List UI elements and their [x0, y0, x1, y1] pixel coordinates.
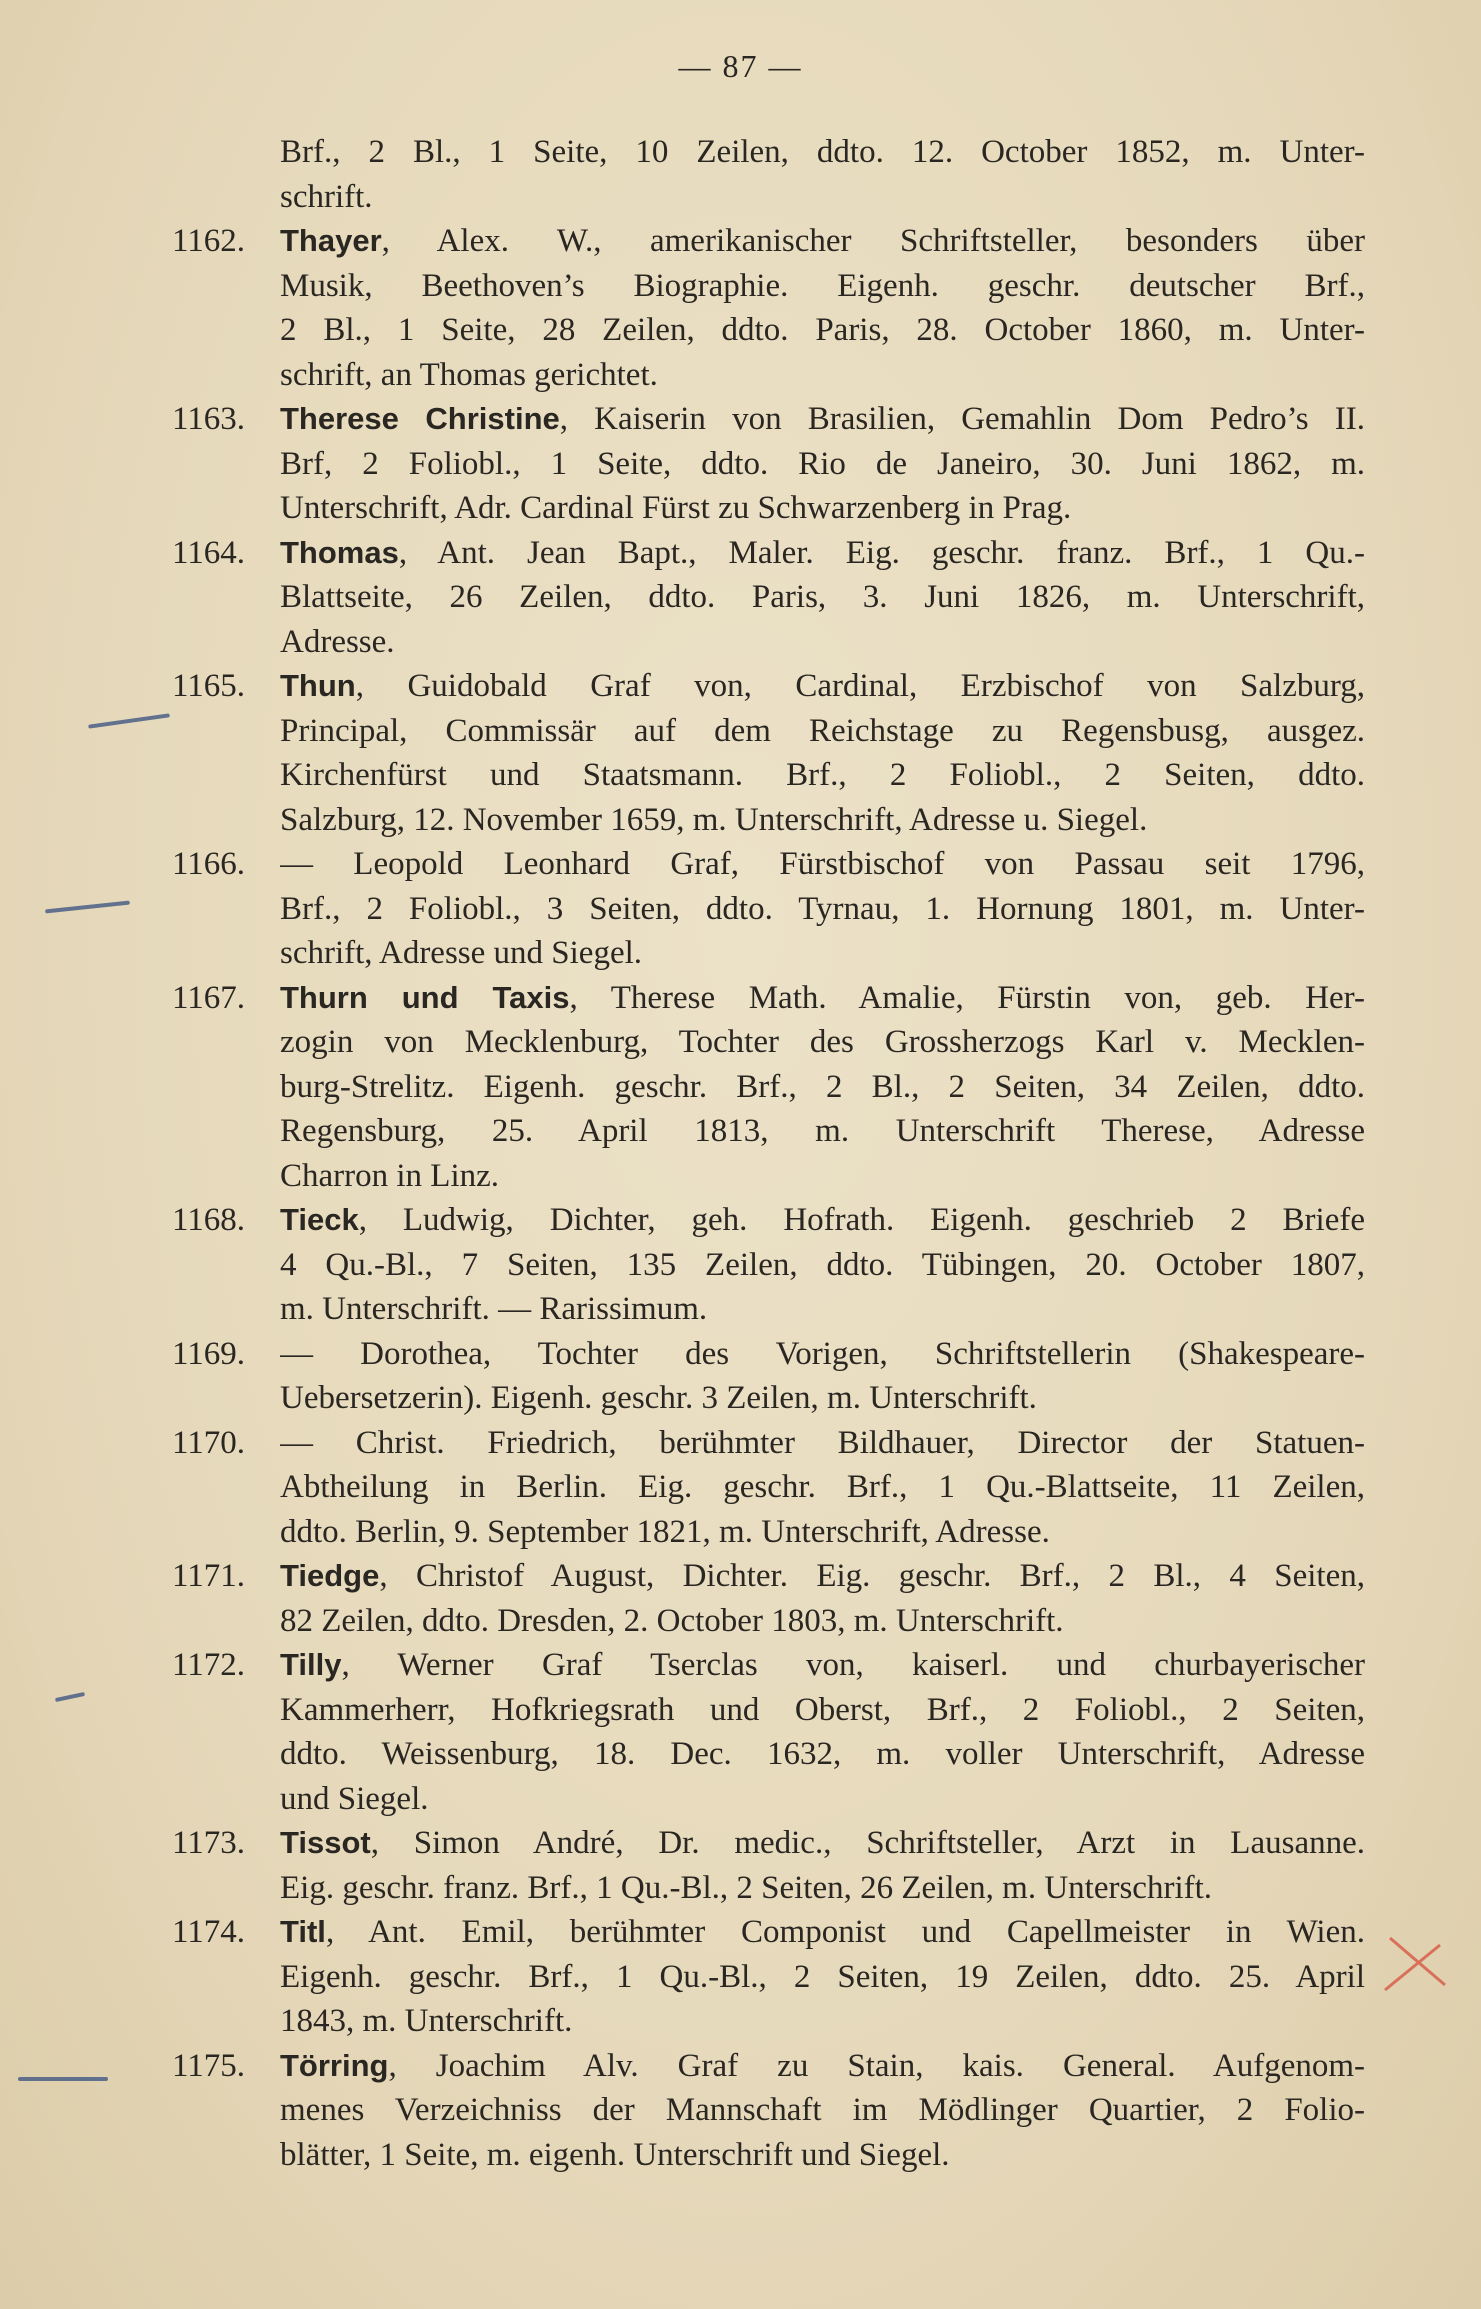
text-line: schrift, Adresse und Siegel. [280, 935, 643, 971]
text-line [280, 664, 1365, 709]
text-line: ddto. Weissenburg, 18. Dec. 1632, m. voller Unterschrift, Adresse [280, 1736, 1365, 1772]
catalog-entry [150, 219, 1365, 397]
text-line [280, 1554, 1365, 1599]
entry-number: 1170. [172, 1424, 246, 1461]
margin-pencil-mark [18, 2077, 108, 2081]
text-line: Regensburg, 25. April 1813, m. Unterschrift Therese, Adresse [280, 1113, 1365, 1149]
entry-number: 1162. [172, 223, 246, 259]
text-line: menes Verzeichniss der Mannschaft im Mödlinger Quartier, 2 Folio- [280, 2092, 1365, 2128]
text-line: ddto. Berlin, 9. September 1821, m. Unterschrift, Adresse. [280, 1513, 1050, 1550]
entry-name: Thurn und Taxis [280, 979, 570, 1015]
entry-name: Tilly [280, 1647, 342, 1682]
entry-text: , Christof August, Dichter. Eig. geschr. Brf., 2 Bl., 4 Seiten, [379, 1558, 1365, 1594]
text-line: 2 Bl., 1 Seite, 28 Zeilen, ddto. Paris, 28. October 1860, m. Unter- [280, 312, 1365, 348]
text-line: Adresse. [280, 623, 395, 660]
text-line: Abtheilung in Berlin. Eig. geschr. Brf., 1 Qu.-Blattseite, 11 Zeilen, [280, 1469, 1365, 1505]
text-line: 82 Zeilen, ddto. Dresden, 2. October 1803, m. Unterschrift. [280, 1602, 1064, 1639]
text-line: schrift. [280, 178, 373, 215]
text-line [280, 1643, 1365, 1688]
text-line: und Siegel. [280, 1780, 429, 1817]
entry-name: Thayer [280, 223, 382, 258]
text-line: Blattseite, 26 Zeilen, ddto. Paris, 3. Juni 1826, m. Unterschrift, [280, 579, 1365, 615]
catalog-entry [150, 531, 1365, 665]
catalog-entries [150, 130, 1365, 2177]
text-line: zogin von Mecklenburg, Tochter des Grossherzogs Karl v. Mecklen- [280, 1024, 1365, 1060]
text-line: Charron in Linz. [280, 1157, 500, 1194]
text-line: m. Unterschrift. — Rarissimum. [280, 1291, 708, 1327]
catalog-entry [150, 397, 1365, 531]
text-line [280, 397, 1365, 442]
entry-text: , Ant. Jean Bapt., Maler. Eig. geschr. franz. Brf., 1 Qu.- [398, 534, 1365, 571]
text-line: Eigenh. geschr. Brf., 1 Qu.-Bl., 2 Seiten, 19 Zeilen, ddto. 25. April [280, 1958, 1365, 1995]
text-line: Musik, Beethoven’s Biographie. Eigenh. geschr. deutscher Brf., [280, 267, 1365, 304]
text-line: Brf., 2 Bl., 1 Seite, 10 Zeilen, ddto. 12. October 1852, m. Unter- [280, 134, 1365, 170]
text-line: Salzburg, 12. November 1659, m. Unterschrift, Adresse u. Siegel. [280, 801, 1148, 838]
entry-number: 1167. [172, 979, 246, 1016]
entry-number: 1165. [172, 668, 246, 704]
entry-text: , Alex. W., amerikanischer Schriftsteller, besonders über [381, 223, 1365, 259]
catalog-entry [150, 1332, 1365, 1421]
text-line: 1843, m. Unterschrift. [280, 2003, 573, 2039]
text-line: schrift, an Thomas gerichtet. [280, 356, 658, 393]
entry-number: 1175. [172, 2047, 246, 2084]
entry-number: 1172. [172, 1647, 246, 1683]
entry-text: , Simon André, Dr. medic., Schriftsteller, Arzt in Lausanne. [370, 1825, 1365, 1861]
continuation-entry [150, 130, 1365, 219]
entry-number: 1169. [172, 1335, 246, 1372]
text-line: Kirchenfürst und Staatsmann. Brf., 2 Foliobl., 2 Seiten, ddto. [280, 757, 1365, 793]
entry-text: , Ant. Emil, berühmter Componist und Capellmeister in Wien. [325, 1914, 1365, 1950]
text-line: — Dorothea, Tochter des Vorigen, Schriftstellerin (Shakespeare- [280, 1335, 1365, 1372]
text-line [280, 976, 1365, 1021]
red-x-mark-icon [1380, 1930, 1450, 2000]
text-line [280, 219, 1365, 264]
text-line: Brf, 2 Foliobl., 1 Seite, ddto. Rio de Janeiro, 30. Juni 1862, m. [280, 445, 1365, 482]
entry-number: 1174. [172, 1914, 246, 1950]
entry-name: Titl [280, 1914, 326, 1949]
catalog-entry [150, 1643, 1365, 1821]
text-line: 4 Qu.-Bl., 7 Seiten, 135 Zeilen, ddto. Tübingen, 20. October 1807, [280, 1246, 1365, 1283]
catalog-entry [150, 1910, 1365, 2044]
entry-number: 1168. [172, 1202, 246, 1238]
entry-name: Thun [280, 668, 356, 703]
text-line [280, 1198, 1365, 1243]
catalog-entry [150, 1821, 1365, 1910]
text-line [280, 2044, 1365, 2089]
entry-name: Therese Christine [280, 401, 560, 436]
catalog-entry [150, 2044, 1365, 2178]
text-line: Uebersetzerin). Eigenh. geschr. 3 Zeilen, m. Unterschrift. [280, 1380, 1037, 1416]
entry-text: , Werner Graf Tserclas von, kaiserl. und churbayerischer [341, 1647, 1365, 1683]
text-line: Unterschrift, Adr. Cardinal Fürst zu Schwarzenberg in Prag. [280, 490, 1072, 526]
page-number: — 87 — [678, 48, 803, 84]
text-line: Kammerherr, Hofkriegsrath und Oberst, Brf., 2 Foliobl., 2 Seiten, [280, 1691, 1365, 1728]
catalog-entry [150, 664, 1365, 842]
text-line [280, 1910, 1365, 1955]
text-line [280, 531, 1365, 576]
text-line: — Christ. Friedrich, berühmter Bildhauer, Director der Statuen- [280, 1424, 1365, 1461]
entry-number: 1163. [172, 401, 246, 437]
entry-number: 1171. [172, 1558, 246, 1594]
entry-text: , Guidobald Graf von, Cardinal, Erzbischof von Salzburg, [355, 668, 1365, 704]
entry-name: Tieck [280, 1202, 359, 1237]
text-line: blätter, 1 Seite, m. eigenh. Unterschrift und Siegel. [280, 2136, 950, 2173]
text-line: Principal, Commissär auf dem Reichstage zu Regensbusg, ausgez. [280, 712, 1365, 749]
entry-text: , Therese Math. Amalie, Fürstin von, geb. Her- [569, 979, 1365, 1016]
entry-name: Törring [280, 2047, 389, 2083]
text-line: Brf., 2 Foliobl., 3 Seiten, ddto. Tyrnau, 1. Hornung 1801, m. Unter- [280, 890, 1365, 927]
catalog-entry [150, 1554, 1365, 1643]
entry-name: Tissot [280, 1825, 371, 1860]
entry-number: 1166. [172, 846, 246, 882]
text-line: burg-Strelitz. Eigenh. geschr. Brf., 2 Bl., 2 Seiten, 34 Zeilen, ddto. [280, 1068, 1365, 1105]
catalog-entry [150, 842, 1365, 976]
catalog-entry [150, 1421, 1365, 1555]
entry-number: 1173. [172, 1825, 246, 1861]
text-line: — Leopold Leonhard Graf, Fürstbischof von Passau seit 1796, [280, 846, 1365, 882]
catalog-entry [150, 1198, 1365, 1332]
entry-text: , Kaiserin von Brasilien, Gemahlin Dom Pedro’s II. [559, 401, 1365, 437]
text-line: Eig. geschr. franz. Brf., 1 Qu.-Bl., 2 Seiten, 26 Zeilen, m. Unterschrift. [280, 1869, 1213, 1906]
entry-text: , Ludwig, Dichter, geh. Hofrath. Eigenh. geschrieb 2 Briefe [358, 1202, 1365, 1238]
entry-name: Tiedge [280, 1558, 380, 1593]
catalog-entry [150, 976, 1365, 1199]
entry-number: 1164. [172, 534, 246, 571]
margin-pencil-mark [55, 1692, 85, 1702]
entry-name: Thomas [280, 534, 399, 570]
margin-pencil-mark [45, 901, 130, 914]
entry-text: , Joachim Alv. Graf zu Stain, kais. General. Aufgenom- [388, 2047, 1365, 2084]
text-line [280, 1821, 1365, 1866]
